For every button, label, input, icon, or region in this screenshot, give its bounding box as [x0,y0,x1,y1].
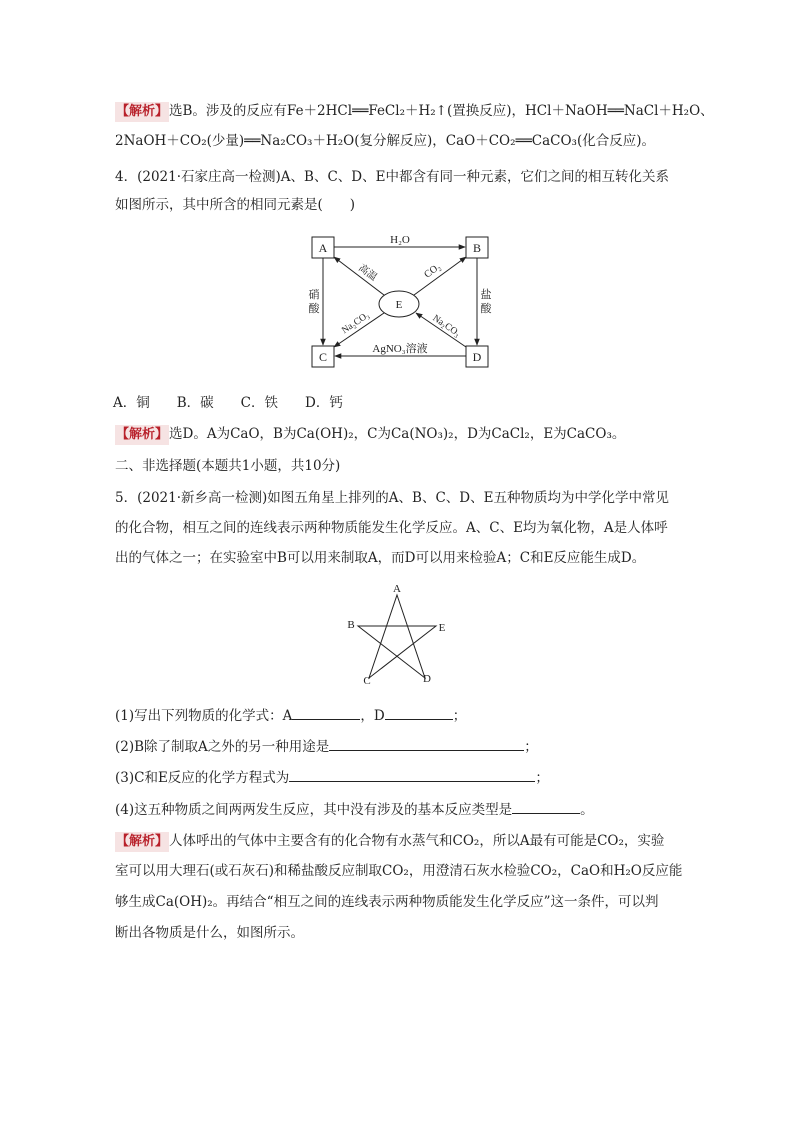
label-ea: 高温 [356,262,379,284]
q5-star-diagram [340,580,455,690]
analysis-tag: 【解析】 [115,102,169,122]
q5-analysis-line-2: 室可以用大理石(或石灰石)和稀盐酸反应制取CO₂，用澄清石灰水检验CO₂，CaO和H₂O反应能 [115,863,683,879]
q4-stem-line-1: 4．(2021·石家庄高一检测)A、B、C、D、E中都含有同一种元素，它们之间的相互转化关系 [115,169,669,185]
answer-blank-use[interactable] [329,736,524,751]
node-d-label: D [472,350,482,364]
q5-sub-3: (3)C和E反应的化学方程式为 ； [115,767,549,788]
q5-stem-line-2: 的化合物，相互之间的连线表示两种物质能发生化学反应。A、C、E均为氧化物，A是人体呼 [115,520,668,536]
label-ab: H₂O [390,234,410,246]
node-c-label: C [318,350,328,364]
q3-analysis-line-2: 2NaOH＋CO₂(少量)══Na₂CO₃＋H₂O(复分解反应)，CaO＋CO₂══CaCO₃(化合反应)。 [115,133,655,149]
node-e-label: E [395,299,403,311]
q4-analysis: 【解析】选D。A为CaO，B为Ca(OH)₂，C为Ca(NO₃)₂，D为CaCl₂，E为CaCO₃。 [115,424,625,445]
label-eb: CO₂ [422,261,443,281]
q5-sub-4: (4)这五种物质之间两两发生反应，其中没有涉及的基本反应类型是 。 [115,799,594,820]
answer-blank-d[interactable] [385,705,453,720]
star-label-d: D [423,673,431,685]
arrow-e-to-b [414,257,466,295]
answer-blank-equation[interactable] [289,767,535,782]
label-ac-2: 酸 [308,303,320,315]
label-bd-1: 盐 [480,289,492,301]
star-label-b: B [347,619,355,631]
answer-blank-reaction-type[interactable] [512,799,580,814]
q4-stem-line-2: 如图所示，其中所含的相同元素是( ) [115,197,356,213]
star-label-a: A [393,583,401,595]
q4-options: A．铜 B．碳 C．铁 D．钙 [113,395,343,411]
analysis-tag: 【解析】 [115,832,169,852]
label-ec: Na₂CO₃ [340,310,372,337]
label-ac-1: 硝 [308,289,320,301]
star-shape [358,595,436,678]
q5-analysis-line-4: 断出各物质是什么，如图所示。 [115,925,304,941]
q5-stem-line-3: 出的气体之一；在实验室中B可以用来制取A，而D可以用来检验A；C和E反应能生成D。 [115,550,646,566]
node-b-label: B [472,241,482,255]
q5-sub-1: (1)写出下列物质的化学式：A ，D ； [115,705,466,726]
q3-analysis-line-1: 【解析】选B。涉及的反应有Fe＋2HCl══FeCl₂＋H₂↑(置换反应)，HCl＋NaOH══NaCl＋H₂O、 [115,101,714,122]
label-de: Na₂CO₃ [430,313,462,340]
star-label-e: E [438,622,446,634]
star-label-c: C [363,675,371,687]
q5-stem-line-1: 5．(2021·新乡高一检测)如图五角星上排列的A、B、C、D、E五种物质均为中学化学中常见 [115,490,669,506]
q5-sub-2: (2)B除了制取A之外的另一种用途是 ； [115,736,538,757]
q4-conversion-diagram [295,225,505,375]
q5-analysis-line-3: 够生成Ca(OH)₂。再结合“相互之间的连线表示两种物质能发生化学反应”这一条件，可以判 [115,894,659,910]
answer-blank-a[interactable] [292,705,360,720]
label-bd-2: 酸 [480,303,492,315]
section-heading: 二、非选择题(本题共1小题，共10分) [115,458,341,474]
analysis-tag: 【解析】 [115,425,169,445]
q5-analysis-line-1: 【解析】人体呼出的气体中主要含有的化合物有水蒸气和CO₂，所以A最有可能是CO₂，实验 [115,831,664,852]
node-a-label: A [318,241,328,255]
label-dc: AgNO₃溶液 [372,343,428,355]
